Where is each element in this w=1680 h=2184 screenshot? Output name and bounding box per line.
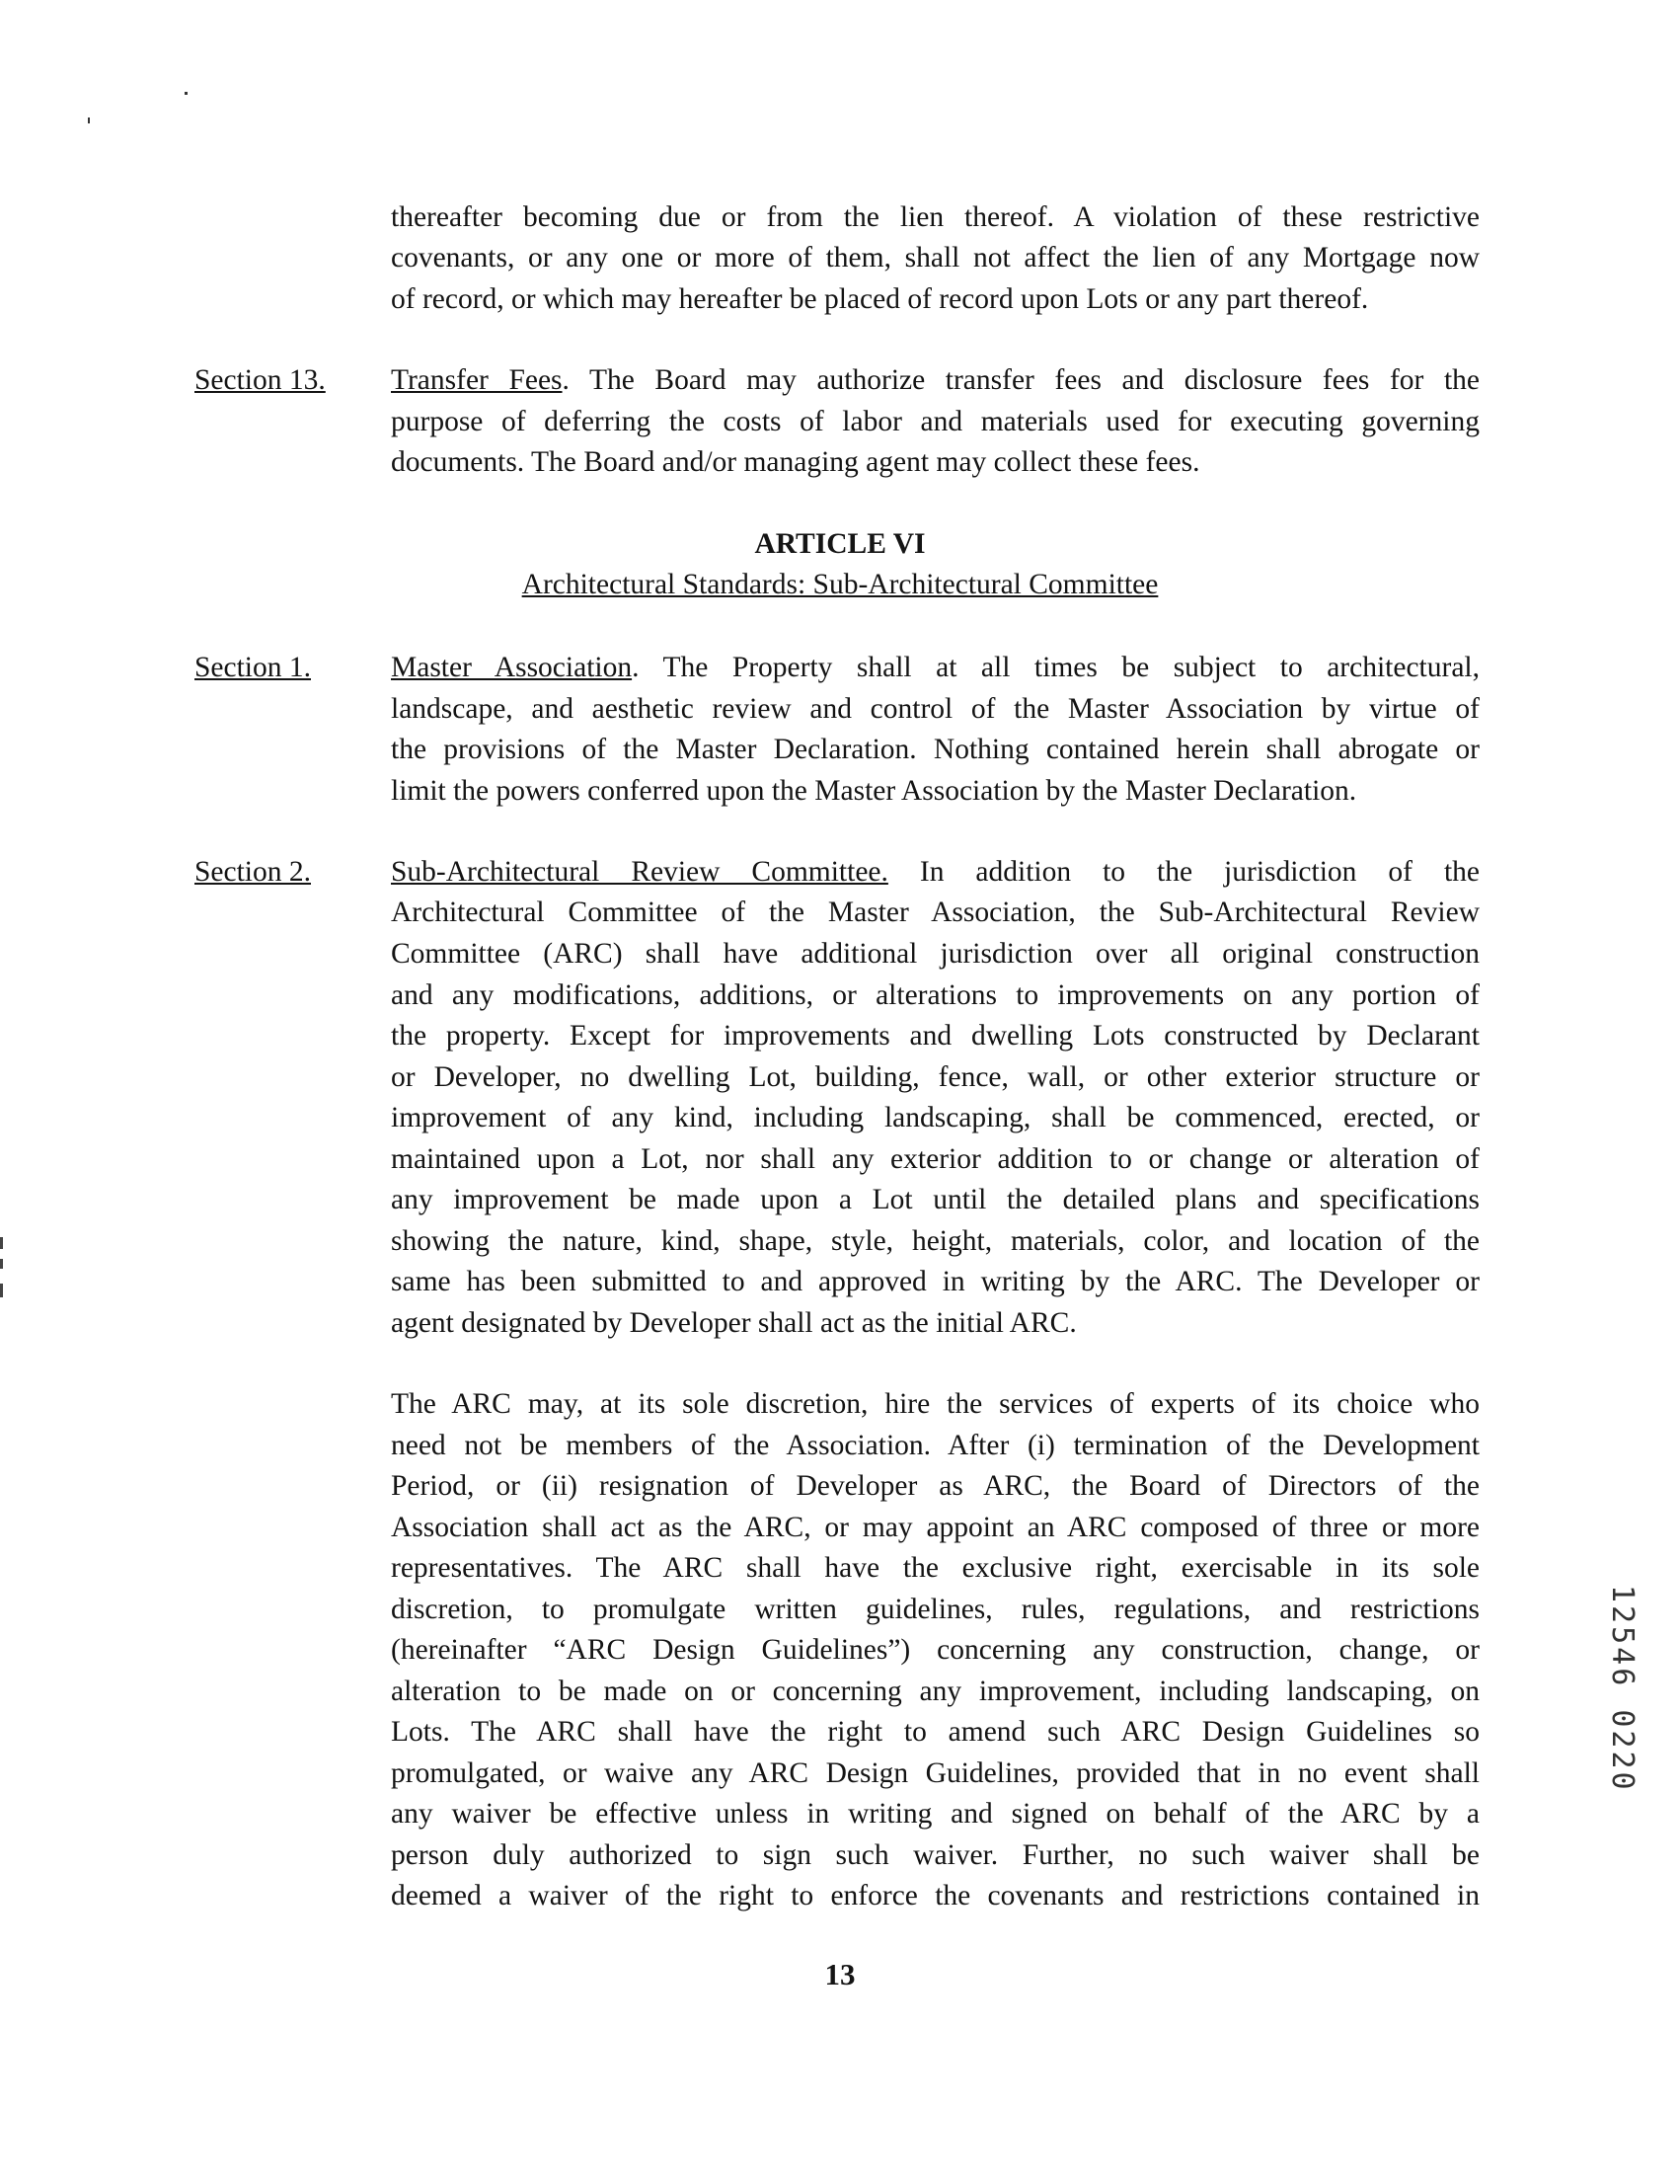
body-line: Architectural Committee of the Master Association, the Sub-Architectural Review — [391, 897, 1480, 928]
body-line: Committee (ARC) shall have additional jurisdiction over all original construction — [391, 938, 1480, 970]
body-line: documents. The Board and/or managing agent may collect these fees. — [391, 446, 1200, 478]
page-number: 13 — [824, 1957, 856, 1991]
article-subtitle: Architectural Standards: Sub-Architectural Committee — [521, 569, 1159, 600]
scan-speck — [88, 117, 90, 123]
body-line: alteration to be made on or concerning any improvement, including landscaping, on — [391, 1676, 1480, 1707]
body-line: or Developer, no dwelling Lot, building, fence, wall, or other exterior structure or — [391, 1061, 1480, 1093]
section-label: Section 2. — [194, 856, 311, 888]
body-line: covenants, or any one or more of them, shall not affect the lien of any Mortgage now — [391, 242, 1480, 273]
section-heading: Sub-Architectural Review Committee. — [391, 856, 888, 888]
section-heading: Transfer Fees — [391, 364, 563, 396]
body-line: Period, or (ii) resignation of Developer as ARC, the Board of Directors of the — [391, 1470, 1480, 1502]
scan-speck — [185, 92, 188, 95]
body-line: need not be members of the Association. After (i) termination of the Development — [391, 1430, 1480, 1461]
body-line: Lots. The ARC shall have the right to amend such ARC Design Guidelines so — [391, 1716, 1480, 1748]
body-line: person duly authorized to sign such waiver. Further, no such waiver shall be — [391, 1839, 1480, 1871]
section-first-line-text: . The Board may authorize transfer fees and disclosure fees for the — [562, 364, 1480, 396]
body-line: purpose of deferring the costs of labor and materials used for executing governing — [391, 406, 1480, 437]
body-line: of record, or which may hereafter be placed of record upon Lots or any part thereof. — [391, 283, 1369, 315]
body-line: improvement of any kind, including landscaping, shall be commenced, erected, or — [391, 1102, 1480, 1133]
body-line: agent designated by Developer shall act as the initial ARC. — [391, 1307, 1077, 1339]
body-line: limit the powers conferred upon the Master Association by the Master Declaration. — [391, 775, 1357, 807]
body-line: Association shall act as the ARC, or may appoint an ARC composed of three or more — [391, 1512, 1480, 1543]
body-line: any waiver be effective unless in writing and signed on behalf of the ARC by a — [391, 1798, 1480, 1830]
scan-edge-mark — [0, 1259, 3, 1269]
body-line: deemed a waiver of the right to enforce the covenants and restrictions contained in — [391, 1880, 1480, 1911]
scan-edge-mark — [0, 1284, 3, 1297]
body-line: landscape, and aesthetic review and control of the Master Association by virtue of — [391, 693, 1480, 725]
body-line: the provisions of the Master Declaration. Nothing contained herein shall abrogate or — [391, 734, 1480, 765]
body-line: showing the nature, kind, shape, style, height, materials, color, and location of the — [391, 1225, 1480, 1257]
body-line: same has been submitted to and approved in writing by the ARC. The Developer or — [391, 1266, 1480, 1297]
section-first-line-text: . The Property shall at all times be subject to architectural, — [632, 652, 1480, 683]
section-first-line — [391, 647, 1480, 688]
section-first-line-text: In addition to the jurisdiction of the — [887, 856, 1481, 888]
section-first-line — [391, 851, 1480, 893]
body-line: promulgated, or waive any ARC Design Guidelines, provided that in no event shall — [391, 1757, 1480, 1789]
body-line: maintained upon a Lot, nor shall any exterior addition to or change or alteration of — [391, 1143, 1480, 1175]
body-line: thereafter becoming due or from the lien thereof. A violation of these restrictive — [391, 201, 1480, 233]
article-title: ARTICLE VI — [754, 528, 926, 560]
section-label: Section 1. — [194, 652, 311, 683]
body-line: (hereinafter “ARC Design Guidelines”) concerning any construction, change, or — [391, 1634, 1480, 1666]
body-line: The ARC may, at its sole discretion, hire the services of experts of its choice who — [391, 1388, 1480, 1420]
body-line: any improvement be made upon a Lot until the detailed plans and specifications — [391, 1184, 1480, 1215]
body-line: the property. Except for improvements and dwelling Lots constructed by Declarant — [391, 1020, 1480, 1052]
body-line: representatives. The ARC shall have the exclusive right, exercisable in its sole — [391, 1552, 1480, 1584]
body-line: and any modifications, additions, or alterations to improvements on any portion of — [391, 979, 1480, 1011]
section-label: Section 13. — [194, 364, 326, 396]
scan-edge-mark — [0, 1237, 3, 1249]
section-heading: Master Association — [391, 652, 633, 683]
recording-number-stamp: 12546 0220 — [1605, 1585, 1640, 1793]
section-first-line — [391, 359, 1480, 401]
body-line: discretion, to promulgate written guidelines, rules, regulations, and restrictions — [391, 1594, 1480, 1625]
